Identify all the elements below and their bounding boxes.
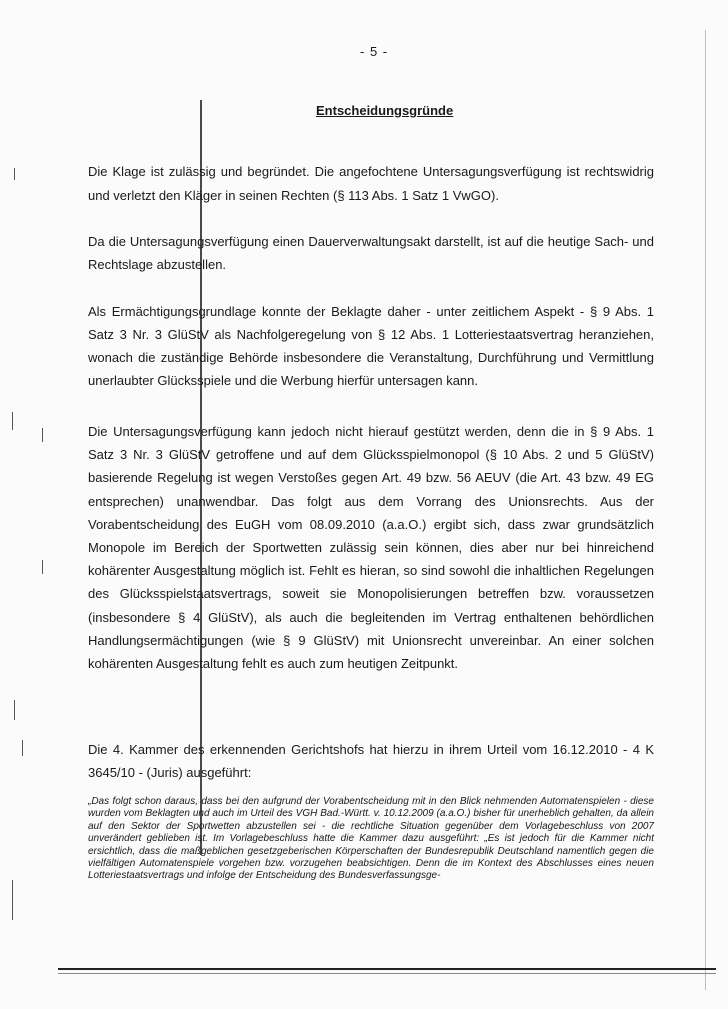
margin-mark (42, 560, 43, 574)
paragraph-2: Da die Untersagungsverfügung einen Dauerverwaltungsakt darstellt, ist auf die heutige Sach- und Rechtslage abzustellen. (88, 234, 654, 272)
paragraph-5: Die 4. Kammer des erkennenden Gerichtshofs hat hierzu in ihrem Urteil vom 16.12.2010 - 4 K 3645/10 - (Juris) ausgeführt: (88, 742, 654, 780)
margin-mark (14, 700, 15, 720)
footer-rule-thin (58, 973, 716, 974)
footer-rule (58, 968, 716, 970)
margin-mark (12, 412, 13, 430)
page-number: - 5 - (360, 44, 389, 59)
margin-mark (12, 880, 13, 920)
margin-mark (22, 740, 23, 756)
paragraph-3: Als Ermächtigungsgrundlage konnte der Beklagte daher - unter zeitlichem Aspekt - § 9 Abs. 1 Satz 3 Nr. 3 GlüStV als Nachfolgeregelung von § 12 Abs. 1 Lotteriestaatsvertrag heranziehen, wonach die zuständige Behörde insbesondere die Veranstaltung, Durchführung und Vermittlung unerlaubter Glücksspiele und die Werbung hierfür untersagen kann. (88, 304, 654, 388)
paragraph-4: Die Untersagungsverfügung kann jedoch nicht hierauf gestützt werden, denn die in § 9 Abs. 1 Satz 3 Nr. 3 GlüStV getroffene und auf dem Glücksspielmonopol (§ 10 Abs. 2 und 5 GlüStV) basierende Regelung ist wegen Verstoßes gegen Art. 49 bzw. 56 AEUV (die Art. 43 bzw. 49 EG entsprechen) unanwendbar. Das folgt aus dem Vorrang des Unionsrechts. Aus der Vorabentscheidung des EuGH vom 08.09.2010 (a.a.O.) ergibt sich, dass zwar grundsätzlich Monopole im Bereich der Sportwetten zulässig sein können, dies aber nur bei hinreichend kohärenter Ausgestaltung möglich ist. Fehlt es hieran, so sind sowohl die inhaltlichen Regelungen des Glücksspielstaatsvertrags, soweit sie Monopolisierungen betreffen bzw. voraussetzen (insbesondere § 4 GlüStV), als auch die begleitenden im Vertrag enthaltenen behördlichen Handlungsermächtigungen (wie § 9 GlüStV) mit Unionsrecht unvereinbar. An einer solchen kohärenten Ausgestaltung fehlt es auch zum heutigen Zeitpunkt. (88, 424, 654, 672)
section-heading: Entscheidungsgründe (316, 103, 454, 118)
scan-edge-line (705, 30, 706, 990)
margin-mark (42, 428, 43, 442)
block-quote: „Das folgt schon daraus, dass bei den aufgrund der Vorabentscheidung mit in den Blick nehmenden Automatenspielen - diese wurden vom Beklagten und auch im Urteil des VGH Bad.-Württ. v. 10.12.2009 (a.a.O.) bisher für unerheblich gehalten, da allein auf den Sektor der Sportwetten abzustellen sei - die rechtliche Situation gegenüber dem Vorlagebeschluss von 2007 unverändert geblieben ist. Im Vorlagebeschluss hatte die Kammer dazu ausgeführt: „Es ist jedoch für die Kammer nicht ersichtlich, dass die maßgeblichen gesetzgeberischen Körperschaften der Bundesrepublik Deutschland namentlich gegen die vielfältigen Automatenspiele vorgehen bzw. vorzugehen beabsichtigen. Denn die im Kontext des Abschlusses eines neuen Lotteriestaatsvertrags und infolge der Entscheidung des Bundesverfassungsge- (88, 796, 654, 882)
paragraph-1: Die Klage ist zulässig und begründet. Die angefochtene Untersagungsverfügung ist rechtswidrig und verletzt den Kläger in seinen Rechten (§ 113 Abs. 1 Satz 1 VwGO). (88, 164, 654, 203)
margin-mark (14, 168, 15, 180)
